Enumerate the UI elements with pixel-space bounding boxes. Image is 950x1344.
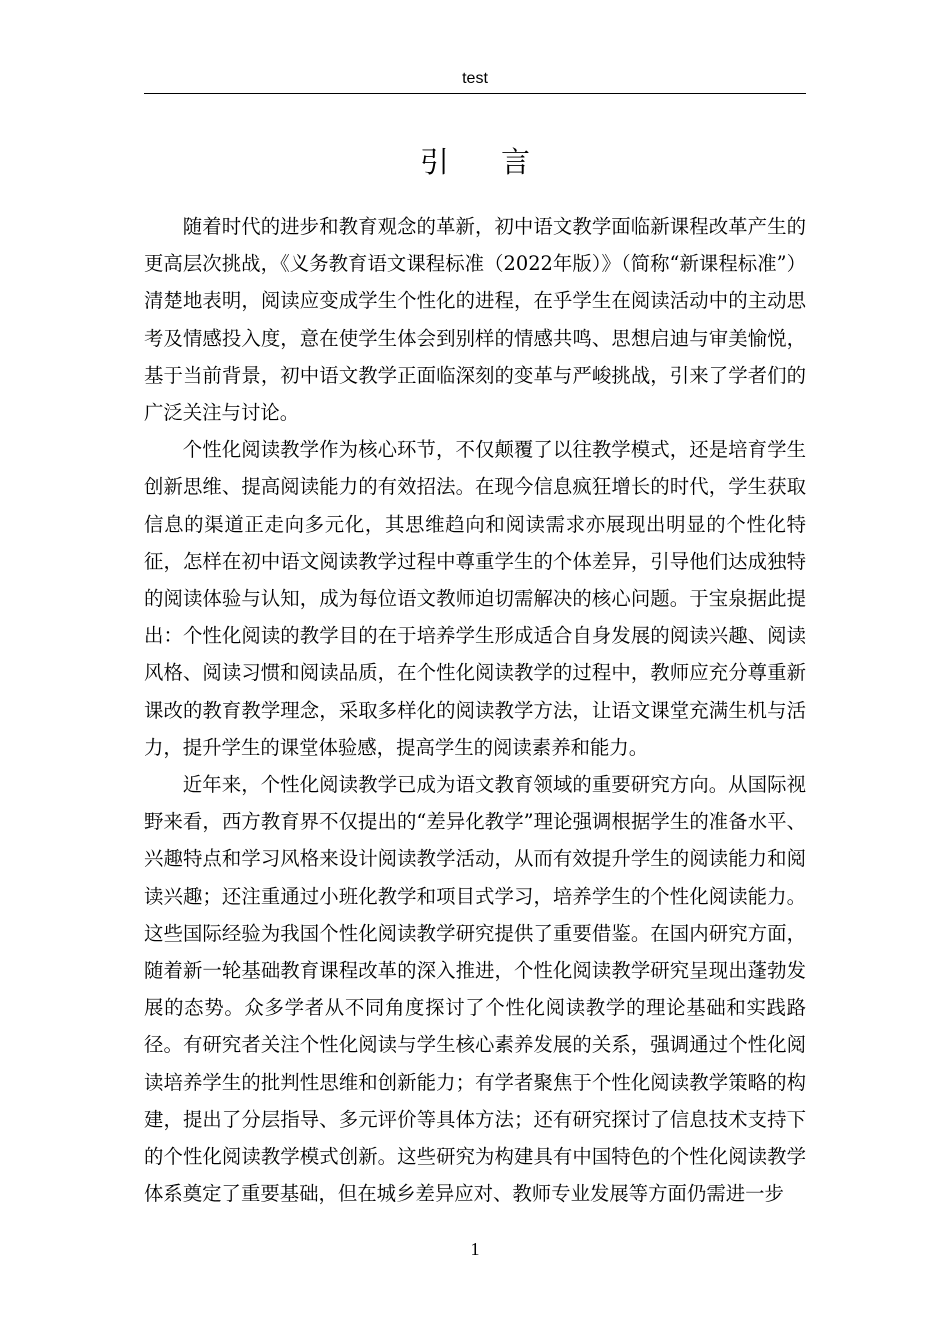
paragraph: 近年来，个性化阅读教学已成为语文教育领域的重要研究方向。从国际视野来看，西方教育界不仅提出的“差异化教学”理论强调根据学生的准备水平、兴趣特点和学习风格来设计阅读教学活动，从而有效提升学生的阅读能力和阅读兴趣；还注重通过小班化教学和项目式学习，培养学生的个性化阅读能力。这些国际经验为我国个性化阅读教学研究提供了重要借鉴。在国内研究方面，随着新一轮基础教育课程改革的深入推进，个性化阅读教学研究呈现出蓬勃发展的态势。众多学者从不同角度探讨了个性化阅读教学的理论基础和实践路径。有研究者关注个性化阅读与学生核心素养发展的关系，强调通过个性化阅读培养学生的批判性思维和创新能力；有学者聚焦于个性化阅读教学策略的构建，提出了分层指导、多元评价等具体方法；还有研究探讨了信息技术支持下的个性化阅读教学模式创新。这些研究为构建具有中国特色的个性化阅读教学体系奠定了重要基础，但在城乡差异应对、教师专业发展等方面仍需进一步 <box>144 773 806 1206</box>
header-text: test <box>462 70 488 87</box>
page-header <box>144 66 806 94</box>
page-number: 1 <box>470 1239 480 1259</box>
paragraph: 随着时代的进步和教育观念的革新，初中语文教学面临新课程改革产生的更高层次挑战，《义务教育语文课程标准（2022年版）》（简称“新课程标准”）清楚地表明，阅读应变成学生个性化的进程，在乎学生在阅读活动中的主动思考及情感投入度，意在使学生体会到别样的情感共鸣、思想启迪与审美愉悦，基于当前背景，初中语文教学正面临深刻的变革与严峻挑战，引来了学者们的广泛关注与讨论。 <box>144 215 806 425</box>
section-title: 引言 <box>419 145 582 179</box>
paragraph: 个性化阅读教学作为核心环节，不仅颠覆了以往教学模式，还是培育学生创新思维、提高阅读能力的有效招法。在现今信息疯狂增长的时代，学生获取信息的渠道正走向多元化，其思维趋向和阅读需求亦展现出明显的个性化特征，怎样在初中语文阅读教学过程中尊重学生的个体差异，引导他们达成独特的阅读体验与认知，成为每位语文教师迫切需解决的核心问题。于宝泉据此提出：个性化阅读的教学目的在于培养学生形成适合自身发展的阅读兴趣、阅读风格、阅读习惯和阅读品质，在个性化阅读教学的过程中，教师应充分尊重新课改的教育教学理念，采取多样化的阅读教学方法，让语文课堂充满生机与活力，提升学生的课堂体验感，提高学生的阅读素养和能力。 <box>144 438 806 759</box>
body-text <box>144 208 806 1212</box>
